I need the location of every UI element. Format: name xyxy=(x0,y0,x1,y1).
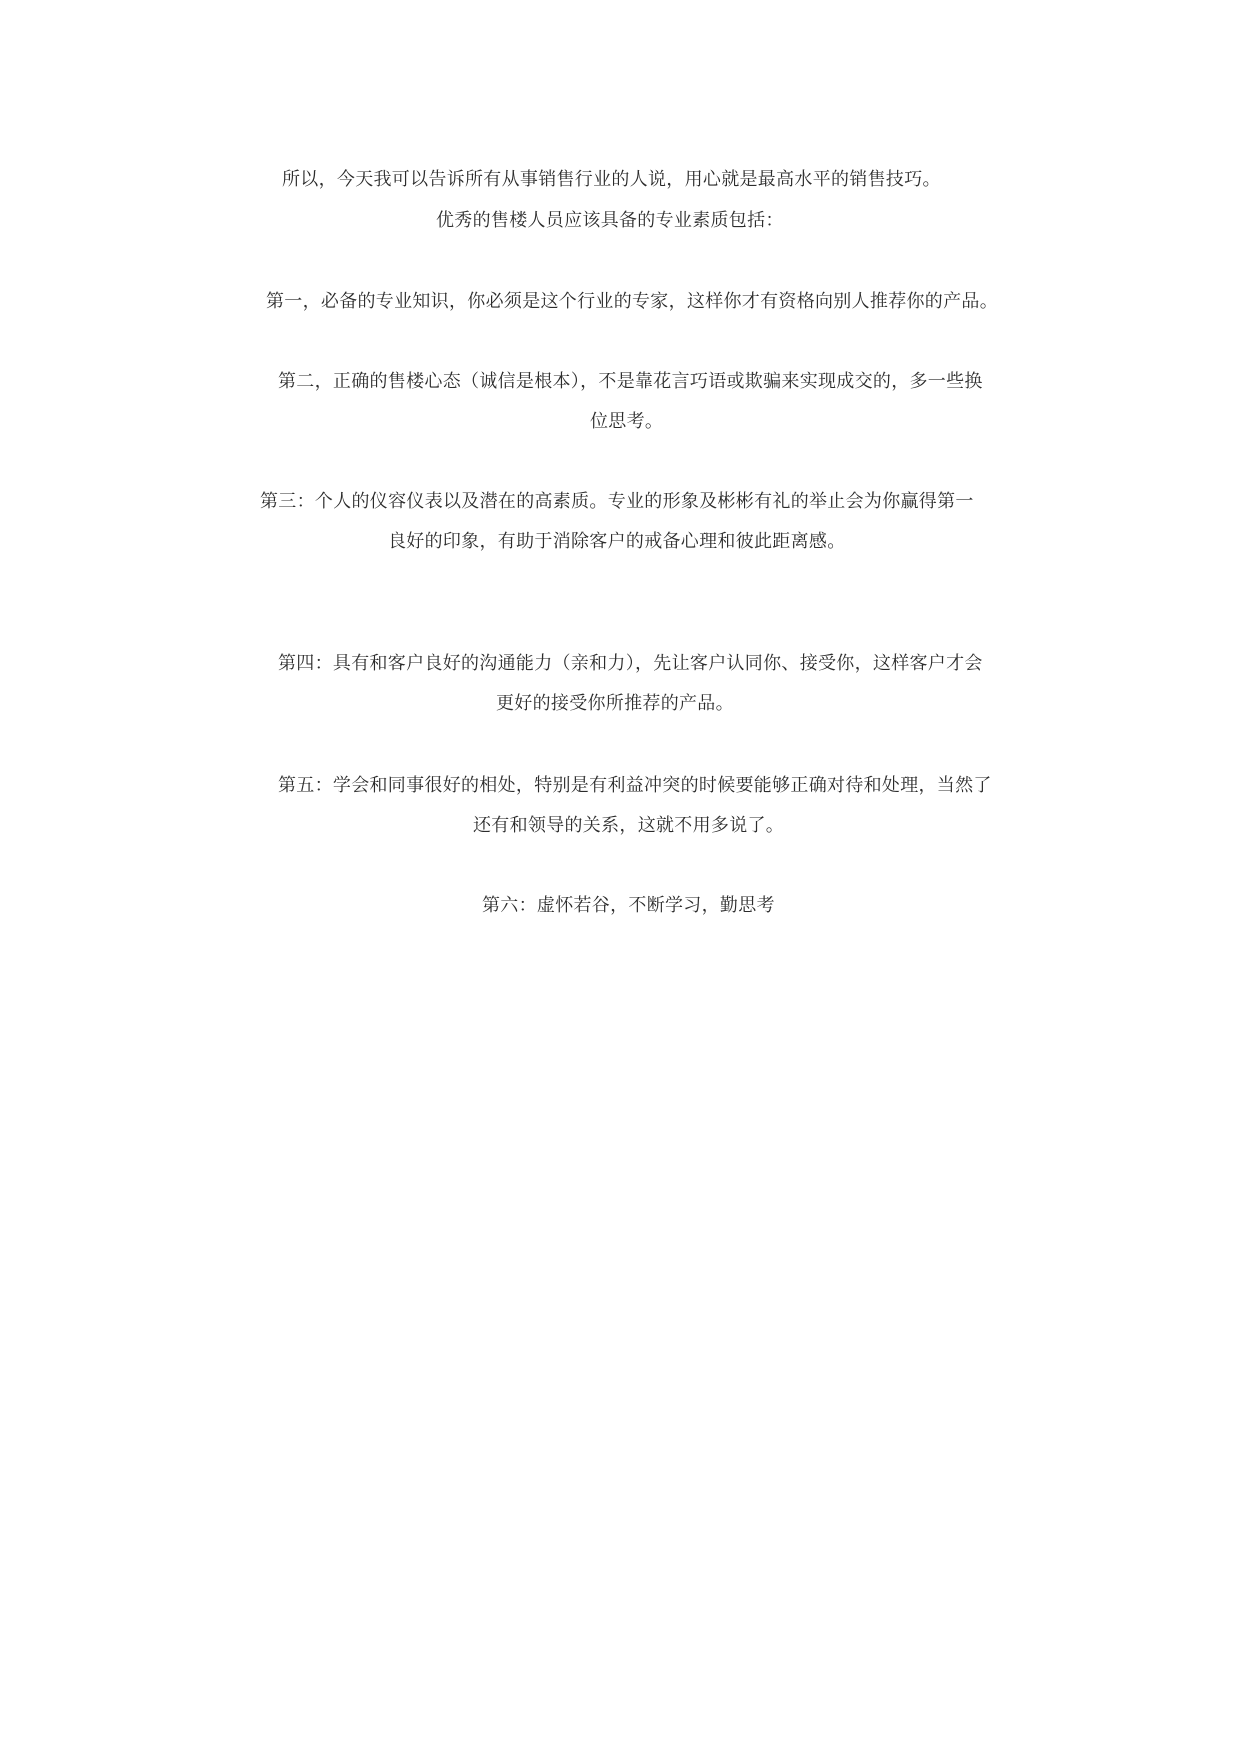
point-five: 第五：学会和同事很好的相处，特别是有利益冲突的时候要能够正确对待和处理，当然了 xyxy=(278,775,992,796)
point-two: 第二，正确的售楼心态（诚信是根本），不是靠花言巧语或欺骗来实现成交的，多一些换 xyxy=(278,371,983,392)
intro-sentence: 所以，今天我可以告诉所有从事销售行业的人说，用心就是最高水平的销售技巧。 xyxy=(282,169,941,190)
point-three-continued: 良好的印象，有助于消除客户的戒备心理和彼此距离感。 xyxy=(388,531,846,552)
point-four-continued: 更好的接受你所推荐的产品。 xyxy=(496,693,734,714)
point-six: 第六：虚怀若谷，不断学习，勤思考 xyxy=(482,895,775,916)
point-three: 第三：个人的仪容仪表以及潜在的高素质。专业的形象及彬彬有礼的举止会为你赢得第一 xyxy=(260,491,974,512)
qualities-heading: 优秀的售楼人员应该具备的专业素质包括： xyxy=(436,210,784,231)
point-two-continued: 位思考。 xyxy=(590,411,664,432)
point-one: 第一，必备的专业知识，你必须是这个行业的专家，这样你才有资格向别人推荐你的产品。 xyxy=(266,291,998,312)
point-five-continued: 还有和领导的关系，这就不用多说了。 xyxy=(473,815,785,836)
point-four: 第四：具有和客户良好的沟通能力（亲和力），先让客户认同你、接受你，这样客户才会 xyxy=(278,653,983,674)
